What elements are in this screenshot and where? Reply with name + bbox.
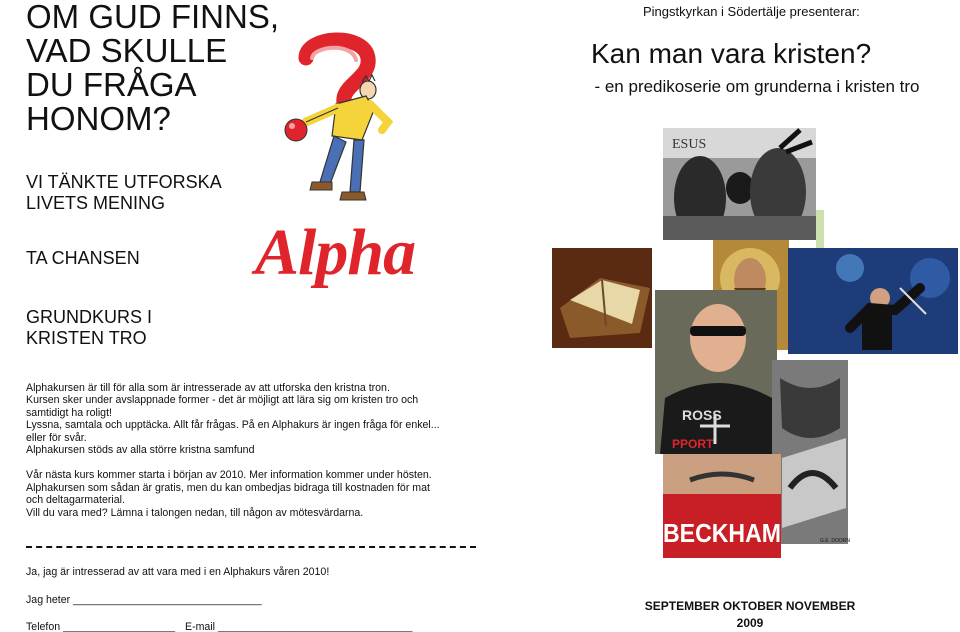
headline-line: OM GUD FINNS, xyxy=(26,0,279,35)
paragraph: Alphakursen som sådan är gratis, men du kan ombedjas bidraga till kostnaden för mat och deltagarmaterial. xyxy=(26,481,430,507)
interest-statement: Ja, jag är intresserad av att vara med i en Alphakurs våren 2010! xyxy=(26,566,330,578)
paragraph: Alphakursen stöds av alla större kristna samfund xyxy=(26,444,255,457)
alpha-logo-text: Alpha xyxy=(255,216,416,289)
photo-bible xyxy=(552,248,652,348)
headline xyxy=(26,0,279,136)
photo-sign-text: ESUS xyxy=(672,137,707,152)
photo-credit: G.E. DOORN xyxy=(820,538,851,544)
photo-collage xyxy=(550,128,960,568)
email-field[interactable]: E-mail _________________________________ xyxy=(185,621,413,632)
shirt-text: PPORT xyxy=(672,437,714,451)
headline-line: VAD SKULLE xyxy=(26,32,228,69)
paragraph: Vår nästa kurs kommer starta i början av 2010. Mer information kommer under hösten. xyxy=(26,469,432,482)
series-dates: SEPTEMBER OKTOBER NOVEMBER 2009 xyxy=(644,599,856,630)
alpha-mascot-illustration xyxy=(276,32,400,210)
subheading-course: GRUNDKURS I KRISTEN TRO xyxy=(26,307,153,348)
subheading-explore: VI TÄNKTE UTFORSKA LIVETS MENING xyxy=(26,172,222,213)
series-subtitle: - en predikoserie om grunderna i kristen tro xyxy=(594,77,920,96)
headline-line: DU FRÅGA xyxy=(26,66,197,103)
photo-beckham-shirt xyxy=(663,454,781,558)
photo-worship-bw xyxy=(663,128,816,240)
phone-field[interactable]: Telefon ___________________ xyxy=(26,621,176,632)
shirt-text: ROSS xyxy=(682,407,722,423)
presenter-line: Pingstkyrkan i Södertälje presenterar: xyxy=(643,4,860,19)
photo-etching xyxy=(772,360,850,544)
photo-preacher xyxy=(788,248,958,354)
paragraph: Vill du vara med? Lämna i talongen nedan, till någon av mötesvärdarna. xyxy=(26,506,364,519)
paragraph: Alphakursen är till för alla som är intresserade av att utforska den kristna tron. xyxy=(26,382,390,394)
subheading-chance: TA CHANSEN xyxy=(26,248,140,268)
series-title: Kan man vara kristen? xyxy=(591,38,872,69)
photo-bald-man xyxy=(655,290,777,454)
paragraph: Kursen sker under avslappnade former - det är möjligt att lära sig om kristen tro och samtidigt ha roligt! xyxy=(26,394,419,419)
course-description xyxy=(26,382,446,519)
shirt-text: BECKHAM xyxy=(663,518,781,548)
cut-line-divider xyxy=(26,546,476,550)
headline-line: HONOM? xyxy=(26,100,171,137)
paragraph: Lyssna, samtala och upptäcka. Allt får frågas. På en Alphakurs är ingen fråga för enkel... eller för svår. xyxy=(26,419,440,444)
name-field[interactable]: Jag heter ________________________________ xyxy=(26,594,262,606)
